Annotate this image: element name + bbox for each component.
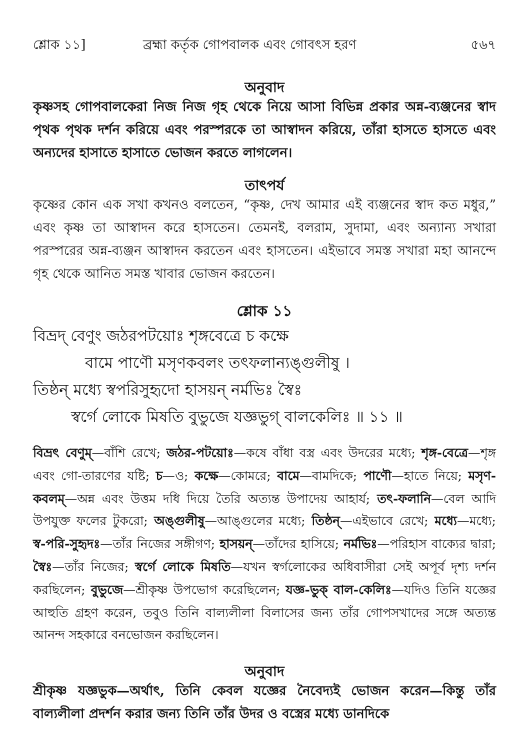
synonym-meaning: —হাতে নিয়ে; <box>391 467 469 483</box>
translation-text: কৃষ্ণসহ গোপবালকেরা নিজ নিজ গৃহ থেকে নিয়ে আসা বিভিন্ন প্রকার অন্ন-ব্যঞ্জনের স্বাদ পৃথক পৃথক দর্শন করিয়ে এবং পরস্পরকে তা আস্বাদন করিয়ে, তাঁরা হাসতে হাসতে এবং অন্যদের হাসাতে হাসাতে ভোজন করতে লাগলেন। <box>33 100 496 161</box>
synonym-meaning: —কষে বাঁধা বস্ত্র এবং উদরের মধ্যে; <box>233 445 422 460</box>
synonym-word: বুভুজে <box>90 581 124 597</box>
synonym-word: স্বৈঃ <box>33 558 53 574</box>
synonym-meaning: —পরিহাস বাক্যের দ্বারা; <box>377 536 497 552</box>
synonym-word: মসৃণ-কবলম্ <box>33 467 496 506</box>
synonym-meaning: —তাঁর নিজের সঙ্গীগণ; <box>100 536 220 552</box>
synonym-word: পাণৌ <box>363 467 392 483</box>
translation2-heading: অনুবাদ <box>244 664 285 680</box>
synonym-meaning: —যখন স্বর্গলোকের অধিবাসীরা সেই অপূর্ব দৃশ্য দর্শন করছিলেন; <box>33 558 496 597</box>
synonym-meaning: —বেল আদি উপযুক্ত ফলের টুকরো; <box>33 490 496 529</box>
header-page-number: ৫৬৭ <box>470 38 496 53</box>
synonym-meaning: —শ্রীকৃষ্ণ উপভোগ করেছিলেন; <box>123 581 286 597</box>
synonym-word: নর্মভিঃ <box>343 536 378 552</box>
synonym-word: বামে <box>277 467 300 483</box>
synonym-meaning: —তাঁদের হাসিয়ে; <box>252 536 344 552</box>
verse-title: শ্লোক ১১ <box>236 302 293 320</box>
synonym-word: তৎ-ফলানি <box>377 490 431 506</box>
synonym-word: বিভ্রৎ বেণুম্ <box>33 445 92 460</box>
synonym-word: যজ্ঞ-ভুক্ বাল-কেলিঃ <box>285 581 392 597</box>
synonym-word: তিষ্ঠন্ <box>311 513 340 529</box>
synonym-meaning: —শৃঙ্গ এবং গো-তারণের যষ্টি; <box>33 445 496 483</box>
synonym-meaning: —কোমরে; <box>218 467 278 483</box>
synonym-word: জঠর-পটয়োঃ <box>166 445 234 460</box>
translation-heading: অনুবাদ <box>244 80 285 96</box>
synonyms-paragraph <box>33 442 496 647</box>
synonym-word: মধ্যে <box>434 513 458 529</box>
verse-line: তিষ্ঠন্ মধ্যে স্বপরিসুহৃদো হাসয়ন্ নর্মভিঃ স্বৈঃ <box>33 381 303 399</box>
verse-line: স্বর্গে লোকে মিষতি বুভুজে যজ্ঞভুগ্ বালকেলিঃ ॥ ১১ ॥ <box>71 408 403 426</box>
purport-text: কৃষ্ণের কোন এক সখা কখনও বলতেন, “কৃষ্ণ, দেখ আমার এই ব্যঞ্জনের স্বাদ কত মধুর,” এবং কৃষ্ণ তা আস্বাদন করে হাসতেন। তেমনই, বলরাম, সুদামা, এবং অন্যান্য সখারা পরস্পরের অন্ন-ব্যঞ্জন আস্বাদন করতেন এবং হাসতেন। এইভাবে সমস্ত সখারা মহা আনন্দে গৃহ থেকে আনিত সমস্ত খাবার ভোজন করতেন। <box>33 198 496 282</box>
synonym-meaning: —আঙ্গুলের মধ্যে; <box>204 513 312 529</box>
synonym-meaning: —মধ্যে; <box>457 513 496 529</box>
synonym-meaning: —তাঁর নিজের; <box>52 558 135 574</box>
synonym-word: স্ব-পরি-সুহৃদঃ <box>33 536 101 552</box>
header-chapter-title: ব্রহ্মা কর্তৃক গোপবালক এবং গোবৎস হরণ <box>143 38 357 53</box>
synonym-word: হাসয়ন্ <box>219 536 253 552</box>
synonym-meaning: —ও; <box>162 467 195 483</box>
purport-heading: তাৎপর্য <box>244 178 285 194</box>
synonym-meaning: —বামদিকে; <box>299 467 364 483</box>
synonym-word: স্বর্গে লোকে মিষতি <box>134 558 231 574</box>
translation2-text: শ্রীকৃষ্ণ যজ্ঞভুক—অর্থাৎ, তিনি কেবল যজ্ঞের নৈবেদ্যই ভোজন করেন—কিন্তু তাঁর বাল্যলীলা প্রদর্শন করার জন্য তিনি তাঁর উদর ও বস্ত্রের মধ্যে ডানদিকে <box>33 684 496 722</box>
synonym-meaning: —এইভাবে রেখে; <box>339 513 435 529</box>
running-header <box>33 36 496 52</box>
synonym-meaning: —যদিও তিনি যজ্ঞের আহুতি গ্রহণ করেন, তবুও তিনি বাল্যলীলা বিলাসের জন্য তাঁর গোপসখাদের সঙ্গে অত্যন্ত আনন্দ সহকারে বনভোজন করছিলেন। <box>33 581 496 643</box>
verse-line: বামে পাণৌ মসৃণকবলং তৎফলান্যঙ্গুলীষু । <box>85 354 350 372</box>
synonym-word: শৃঙ্গ-বেত্রে <box>421 445 469 460</box>
synonym-word: অঙ্গুলীষু <box>154 513 205 529</box>
synonym-word: কক্ষে <box>194 467 219 483</box>
synonym-meaning: —বাঁশি রেখে; <box>91 445 167 460</box>
header-verse-ref: শ্লোক ১১] <box>33 38 86 53</box>
synonym-word: চ <box>155 467 163 483</box>
verse-line: বিভ্রদ্ বেণুং জঠরপটয়োঃ শৃঙ্গবেত্রে চ কক্ষে <box>33 327 289 345</box>
synonym-meaning: —অন্ন এবং উত্তম দধি দিয়ে তৈরি অত্যন্ত উপাদেয় আহার্য; <box>64 490 378 506</box>
